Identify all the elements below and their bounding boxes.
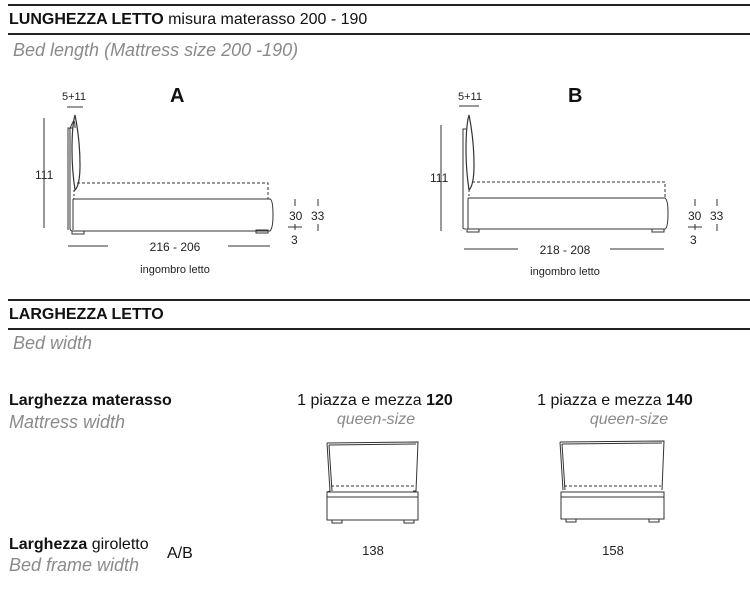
size-name: queen-size <box>336 411 416 428</box>
size-text: 1 piazza e mezza <box>297 392 427 409</box>
size-text: 1 piazza e mezza <box>537 392 667 409</box>
total-height-label: 33 <box>710 209 724 223</box>
width-title: LARGHEZZA LETTO <box>9 306 164 323</box>
diagram-label: B <box>568 85 583 107</box>
foot-height-label: 3 <box>690 233 697 247</box>
length-caption: ingombro letto <box>530 266 600 278</box>
headboard-depth-label: 5+11 <box>458 91 482 103</box>
frame-width-120-value: 138 <box>362 543 384 558</box>
frame-variant-label: A/B <box>167 545 193 562</box>
height-label: 111 <box>35 168 54 182</box>
headboard-depth-label: 5+11 <box>62 91 86 103</box>
frame-width-label-rest: giroletto <box>87 536 149 553</box>
mattress-width-label-bold: Larghezza materasso <box>9 392 172 409</box>
length-section-subtitle: Bed length (Mattress size 200 -190) <box>13 40 299 60</box>
total-height-label: 33 <box>311 209 325 223</box>
foot-height-label: 3 <box>291 233 298 247</box>
frame-width-label <box>9 536 149 554</box>
height-label: 111 <box>430 171 449 185</box>
width-section-subtitle: Bed width <box>13 333 93 353</box>
frame-width-140-value: 158 <box>602 543 624 558</box>
frame-width-sublabel: Bed frame width <box>9 555 140 575</box>
length-title-rest: misura materasso 200 - 190 <box>163 11 368 28</box>
length-caption: ingombro letto <box>140 264 210 276</box>
mattress-width-sublabel: Mattress width <box>9 412 126 432</box>
diagram-label: A <box>170 85 185 107</box>
overall-length-label: 216 - 206 <box>149 240 201 254</box>
size-name: queen-size <box>589 411 669 428</box>
length-title-bold: LUNGHEZZA LETTO <box>9 11 164 28</box>
frame-height-label: 30 <box>688 209 702 223</box>
frame-width-label-bold: Larghezza <box>9 536 88 553</box>
size-value: 120 <box>426 392 453 409</box>
size-value: 140 <box>666 392 693 409</box>
frame-height-label: 30 <box>289 209 303 223</box>
overall-length-label: 218 - 208 <box>539 243 591 257</box>
